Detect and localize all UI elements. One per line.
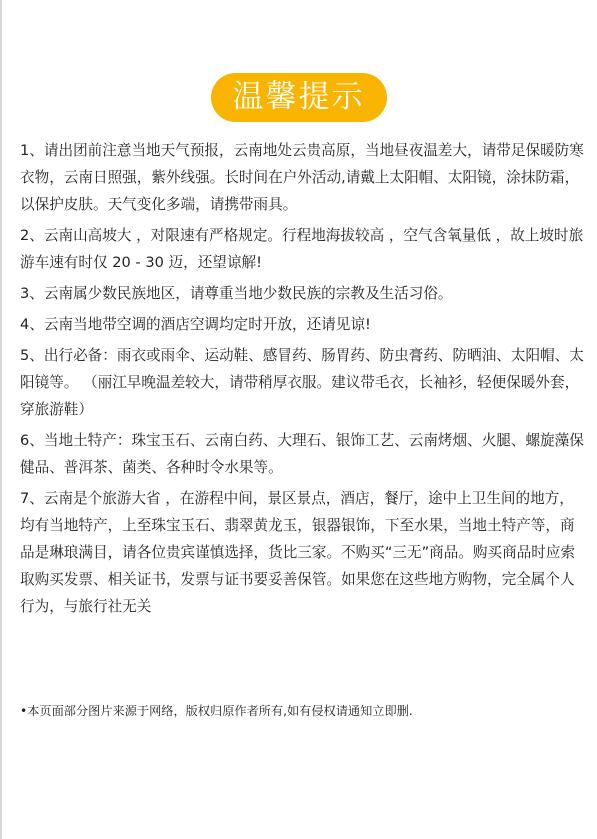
title-area <box>0 73 597 122</box>
page-left-border <box>0 0 2 839</box>
tip-item-7: 7、云南是个旅游大省 ，在游程中间，景区景点，酒店，餐厅，途中上卫生间的地方，均有当地特产，上至珠宝玉石、翡翠黄龙玉，银器银饰，下至水果，当地土特产等，商品是琳琅满目，请各位贵宾谨慎选择，货比三家。不购买“三无”商品。购买商品时应索取购买发票、相关证书，发票与证书要妥善保管。如果您在这些地方购物，完全属个人行为，与旅行社无关 <box>20 490 576 615</box>
tip-item-1: 1、请出团前注意当地天气预报，云南地处云贵高原，当地昼夜温差大，请带足保暖防寒衣物，云南日照强，紫外线强。长时间在户外活动,请戴上太阳帽、太阳镜，涂抹防霜，以保护皮肤。天气变化多端，请携带雨具。 <box>20 142 584 213</box>
page-title: 温馨提示 <box>211 73 387 122</box>
copyright-note: •本页面部分图片来源于网络，版权归原作者所有,如有侵权请通知立即删. <box>20 704 413 718</box>
tips-list <box>20 137 588 624</box>
tip-item-3: 3、云南属少数民族地区，请尊重当地少数民族的宗教及生活习俗。 <box>20 285 453 302</box>
tip-item-2: 2、云南山高坡大 ，对限速有严格规定。行程地海拔较高 ，空气含氧量低 ，故上坡时旅游车速有时仅 20 - 30 迈，还望谅解! <box>20 227 584 271</box>
tip-item-6: 6、当地土特产：珠宝玉石、云南白药、大理石、银饰工艺、云南烤烟、火腿、螺旋藻保健品、普洱茶、菌类、各种时令水果等。 <box>20 432 584 476</box>
tip-item-4: 4、云南当地带空调的酒店空调均定时开放，还请见谅! <box>20 316 371 333</box>
tip-item-5: 5、出行必备：雨衣或雨伞、运动鞋、感冒药、肠胃药、防虫膏药、防晒油、太阳帽、太阳镜等。 （丽江早晚温差较大，请带稍厚衣服。建议带毛衣，长袖衫，轻便保暖外套，穿旅游鞋） <box>20 347 584 418</box>
